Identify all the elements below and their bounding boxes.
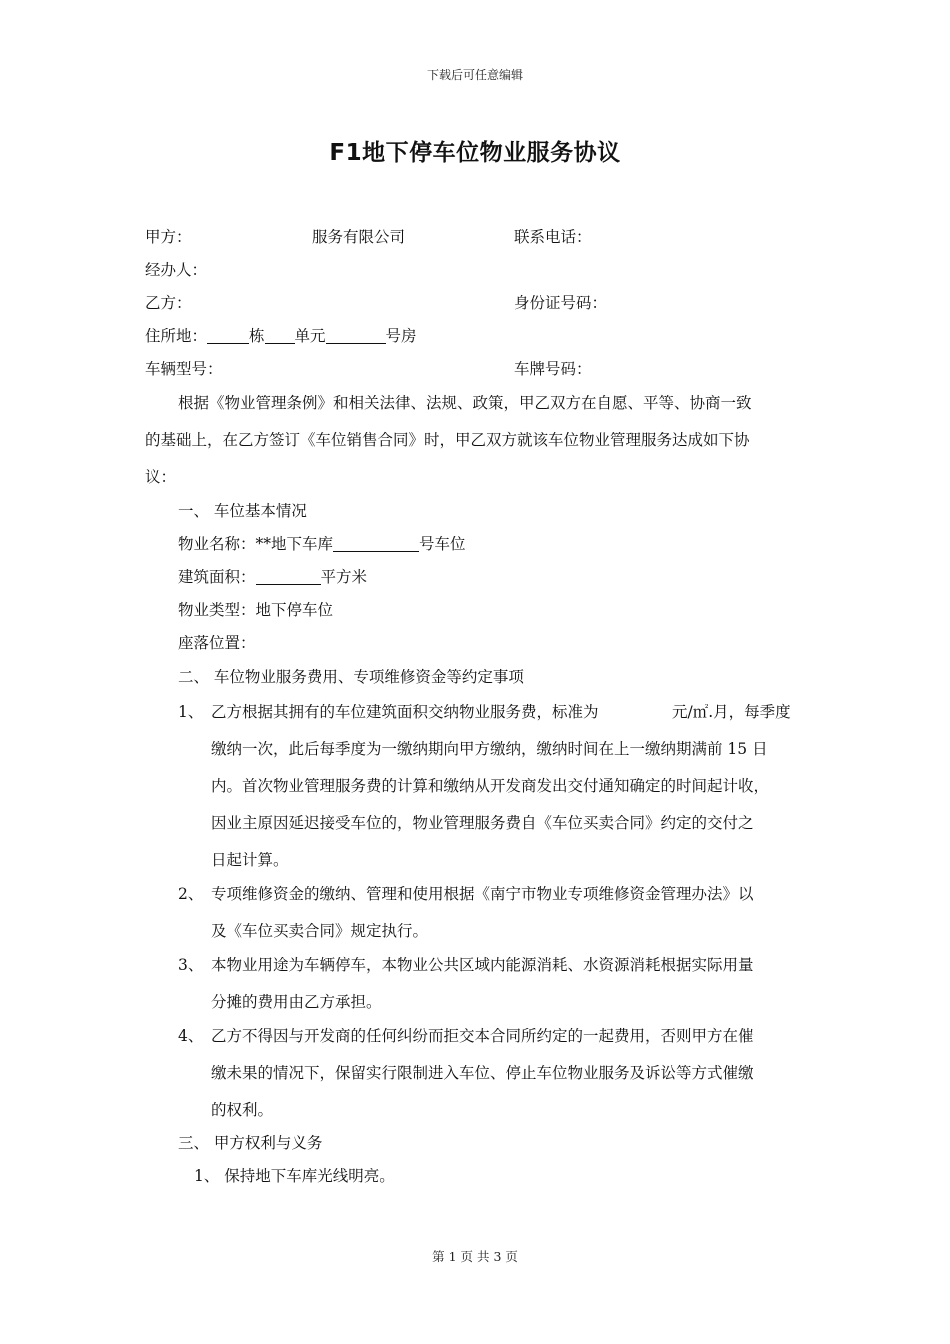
address-label: 住所地： — [145, 327, 208, 345]
party-a-phone-label: 联系电话： — [514, 228, 592, 246]
item-1-line-5: 日起计算。 — [211, 851, 289, 869]
section-3-item-1: 1、 保持地下车库光线明亮。 — [194, 1167, 395, 1185]
section-3-heading: 三、 甲方权利与义务 — [178, 1134, 323, 1152]
party-a-label: 甲方： — [145, 228, 192, 246]
item-3-line-1: 本物业用途为车辆停车，本物业公共区域内能源消耗、水资源消耗根据实际用量 — [211, 956, 754, 974]
intro-line-2: 的基础上，在乙方签订《车位销售合同》时，甲乙双方就该车位物业管理服务达成如下协 — [145, 431, 750, 449]
item-1-line-4: 因业主原因延迟接受车位的，物业管理服务费自《车位买卖合同》约定的交付之 — [211, 814, 754, 832]
area-label: 建筑面积： — [178, 568, 256, 586]
property-name-label: 物业名称：**地下车库 — [178, 535, 334, 553]
vehicle-plate-label: 车牌号码： — [514, 360, 592, 378]
address-building: 栋 — [249, 327, 265, 345]
property-name-line — [178, 534, 466, 554]
item-1-line-3: 内。首次物业管理服务费的计算和缴纳从开发商发出交付通知确定的时间起计收， — [211, 777, 770, 795]
property-type-line: 物业类型：地下停车位 — [178, 601, 334, 619]
item-1-line-1-rate: 元/㎡.月，每季度 — [672, 703, 791, 721]
area-blank — [256, 568, 321, 585]
item-number: 1、 — [178, 703, 204, 721]
item-3-line-2: 分摊的费用由乙方承担。 — [211, 993, 382, 1011]
section-2-heading: 二、 车位物业服务费用、专项维修资金等约定事项 — [178, 668, 524, 686]
intro-line-1: 根据《物业管理条例》和相关法律、法规、政策，甲乙双方在自愿、平等、协商一致 — [178, 394, 752, 412]
item-1-line-2: 缴纳一次，此后每季度为一缴纳期向甲方缴纳，缴纳时间在上一缴纳期满前 15 日 — [211, 740, 768, 758]
vehicle-model-label: 车辆型号： — [145, 360, 223, 378]
party-b-id-label: 身份证号码： — [514, 294, 608, 312]
room-blank — [326, 327, 386, 344]
item-4-line-1: 乙方不得因与开发商的任何纠纷而拒交本合同所约定的一起费用，否则甲方在催 — [211, 1027, 754, 1045]
item-4-line-2: 缴未果的情况下，保留实行限制进入车位、停止车位物业服务及诉讼等方式催缴 — [211, 1064, 754, 1082]
party-b-label: 乙方： — [145, 294, 192, 312]
handler-label: 经办人： — [145, 261, 208, 279]
space-number-blank — [333, 535, 419, 552]
intro-line-3: 议： — [145, 468, 177, 486]
header-note: 下载后可任意编辑 — [426, 68, 523, 82]
location-label: 座落位置： — [178, 634, 256, 652]
address-unit: 单元 — [294, 327, 326, 345]
document-title: F1地下停车位物业服务协议 — [329, 140, 621, 166]
unit-blank — [265, 327, 295, 344]
item-number: 3、 — [178, 956, 204, 974]
area-line — [178, 567, 367, 587]
address-room: 号房 — [385, 327, 417, 345]
item-number: 4、 — [178, 1027, 204, 1045]
item-4-line-3: 的权利。 — [211, 1101, 274, 1119]
item-number: 2、 — [178, 885, 204, 903]
address-line — [145, 326, 417, 346]
building-blank — [207, 327, 249, 344]
party-a-company: 服务有限公司 — [312, 228, 406, 246]
property-name-suffix: 号车位 — [419, 535, 466, 553]
item-2-line-2: 及《车位买卖合同》规定执行。 — [211, 922, 429, 940]
section-1-heading: 一、 车位基本情况 — [178, 502, 307, 520]
item-2-line-1: 专项维修资金的缴纳、管理和使用根据《南宁市物业专项维修资金管理办法》以 — [211, 885, 754, 903]
area-unit: 平方米 — [320, 568, 368, 586]
page-footer: 第 1 页 共 3 页 — [432, 1249, 518, 1264]
item-1-line-1: 乙方根据其拥有的车位建筑面积交纳物业服务费，标准为 — [211, 703, 599, 721]
